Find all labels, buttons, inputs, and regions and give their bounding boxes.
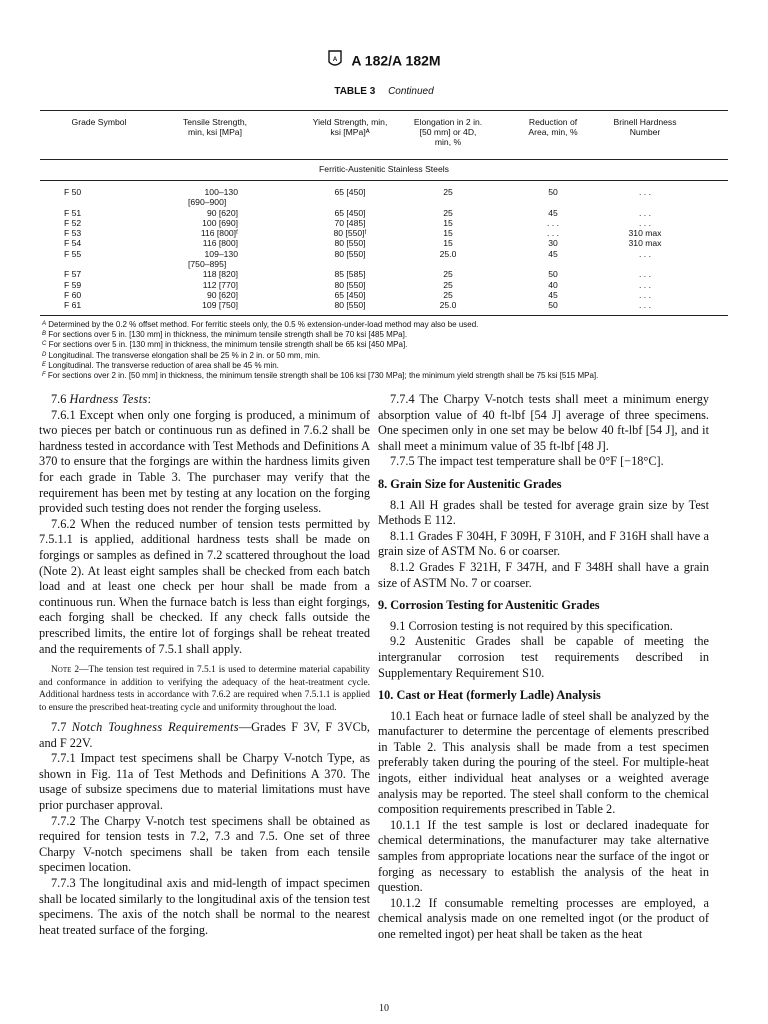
grade-cell: F 55 <box>64 248 82 259</box>
table-footnote <box>40 351 728 361</box>
astm-logo-icon <box>327 50 343 71</box>
table-header <box>40 117 728 159</box>
reduction-cell: 45 <box>548 207 558 218</box>
section-7-7-3: 7.7.3 The longitudinal axis and mid-length of impact specimen shall be located similarly to the longitudinal axis of the tension test specimens. The axis of the notch shall be normal to the nearest heat treated surface of the forging. <box>39 876 370 937</box>
col-header-reduction: Reduction of Area, min, % <box>528 117 578 137</box>
table-row <box>40 197 728 207</box>
grade-cell: F 50 <box>64 187 82 197</box>
tensile-cell: 109 [750] <box>202 300 238 311</box>
grade-cell: F 51 <box>64 207 82 218</box>
tensile-cell: 109–130 <box>204 248 238 259</box>
yield-cell: 85 [585] <box>334 269 366 280</box>
grade-cell: F 54 <box>64 238 82 249</box>
table-status: Continued <box>388 86 434 97</box>
tensile-cell: [690–900] <box>188 197 227 208</box>
note-2: Note 2—The tension test required in 7.5.1 is used to determine material capability and conformance in addition to verifying the adequacy of the heat-treatment cycle. Additional hardness tests in accordance with 7.6.2 are required when 7.5.1.1 is applied to ensure the prescribed heat-treating cycle and uniformity throughout the load. <box>39 665 370 713</box>
table-bottom-rule <box>40 315 728 316</box>
table-row <box>40 228 728 238</box>
elongation-cell: 15 <box>443 217 453 228</box>
page-header <box>0 50 768 71</box>
right-column <box>378 392 709 992</box>
footnote-text: For sections over 5 in. [130 mm] in thickness, the minimum tensile strength shall be 65 ksi [450 MPa]. <box>48 340 408 350</box>
section-7-6-heading: 7.6 Hardness Tests: <box>51 392 151 406</box>
section-10-1: 10.1 Each heat or furnace ladle of steel shall be analyzed by the manufacturer to determine the percentage of elements prescribed in Table 2. This analysis shall be made from a test specimen preferably taken during the pouring of the steel. For multiple-heat ingots, either individual heat analyses or a weighted average analysis may be reported. The steel shall conform to the chemical composition requirements prescribed in Table 2. <box>378 708 709 817</box>
table-footnote <box>40 371 728 381</box>
section-9-2: 9.2 Austenitic Grades shall be capable of meeting the intergranular corrosion test requirements described in Supplementary Requirement S10. <box>378 634 709 680</box>
grade-cell: F 59 <box>64 279 82 290</box>
col-header-brinell: Brinell Hardness Number <box>613 117 677 137</box>
table-row <box>40 187 728 197</box>
yield-cell: 80 [550] <box>334 248 366 259</box>
section-8-1-2: 8.1.2 Grades F 321H, F 347H, and F 348H shall have a grain size of ASTM No. 7 or coarser. <box>378 559 709 590</box>
section-10-1-1: 10.1.1 If the test sample is lost or declared inadequate for chemical determinations, the manufacturer may take alternative samples from appropriate locations near the surface of the ingot or forging as necessary to establish the analysis of the heat in question. <box>378 817 709 895</box>
tensile-cell: [750–895] <box>188 259 227 270</box>
table-label: TABLE 3 <box>334 86 376 97</box>
section-10-heading: 10. Cast or Heat (formerly Ladle) Analysis <box>378 688 601 703</box>
table-footnote <box>40 361 728 371</box>
section-7-7-1: 7.7.1 Impact test specimens shall be Charpy V-notch Type, as shown in Fig. 11a of Test Methods and Definitions A 370. The usage of subsize specimens due to material limitations must have prior purchaser approval. <box>39 751 370 813</box>
table-row <box>40 249 728 259</box>
brinell-cell: . . . <box>639 217 651 228</box>
tensile-cell: 90 [620] <box>206 289 238 300</box>
yield-cell: 80 [550]ᶠ <box>333 228 367 239</box>
brinell-cell: . . . <box>639 187 651 197</box>
col-header-elongation: Elongation in 2 in. [50 mm] or 4D, min, % <box>413 117 483 147</box>
brinell-cell: . . . <box>639 289 651 300</box>
yield-cell: 65 [450] <box>334 187 366 197</box>
table-footnote <box>40 320 728 330</box>
footnote-mark: D <box>42 351 47 358</box>
reduction-cell: 45 <box>548 248 558 259</box>
brinell-cell: . . . <box>639 207 651 218</box>
grade-cell: F 61 <box>64 300 82 311</box>
col-header-tensile: Tensile Strength, min, ksi [MPa] <box>182 117 247 137</box>
reduction-cell: 50 <box>548 269 558 280</box>
footnote-mark: F <box>42 372 46 379</box>
standard-designation: A 182/A 182M <box>351 52 441 69</box>
reduction-cell: . . . <box>547 228 559 239</box>
yield-cell: 65 [450] <box>334 207 366 218</box>
brinell-cell: . . . <box>639 269 651 280</box>
section-8-heading: 8. Grain Size for Austenitic Grades <box>378 476 562 491</box>
tensile-cell: 112 [770] <box>202 279 238 290</box>
elongation-cell: 25.0 <box>439 248 457 259</box>
tensile-cell: 100–130 <box>204 187 238 197</box>
table-row <box>40 259 728 269</box>
reduction-cell: 50 <box>548 300 558 311</box>
table-caption <box>0 86 768 97</box>
grade-cell: F 52 <box>64 217 82 228</box>
section-7-7-4: 7.7.4 The Charpy V-notch tests shall meet a minimum energy absorption value of 40 ft-lbf [54 J] average of three specimens. One specimen only in one set may be below 40 ft-lbf [54 J], and it shall meet a minimum value of 35 ft-lbf [48 J]. <box>378 392 709 453</box>
brinell-cell: . . . <box>639 300 651 311</box>
table-row <box>40 280 728 290</box>
grade-cell: F 60 <box>64 289 82 300</box>
reduction-cell: 30 <box>548 238 558 249</box>
table-row <box>40 208 728 218</box>
table-group-label: Ferritic-Austenitic Stainless Steels <box>319 164 449 174</box>
table-group-rule <box>40 180 728 181</box>
table-top-rule <box>40 110 728 111</box>
tensile-cell: 100 [690] <box>202 217 238 228</box>
section-7-6-1: 7.6.1 Except when only one forging is produced, a minimum of two pieces per batch or continuous run as defined in 7.6.2 shall be hardness tested in accordance with Test Methods and Definitions A 370 to ensure that the forgings are within the hardness limits given for each grade in Table 3. The purchaser may verify that the requirement has been met by testing at any location on the forging provided such testing does not render the forging useless. <box>39 407 370 516</box>
section-9-1: 9.1 Corrosion testing is not required by this specification. <box>390 618 673 633</box>
yield-cell: 80 [550] <box>334 279 366 290</box>
table-body <box>40 187 728 315</box>
yield-cell: 80 [550] <box>334 300 366 311</box>
col-header-grade: Grade Symbol <box>71 117 127 127</box>
elongation-cell: 15 <box>443 238 453 249</box>
reduction-cell: 50 <box>548 187 558 197</box>
table-row <box>40 238 728 248</box>
elongation-cell: 25.0 <box>439 300 457 311</box>
footnote-mark: E <box>42 361 47 368</box>
yield-cell: 65 [450] <box>334 289 366 300</box>
table-footnotes <box>40 320 728 381</box>
tensile-cell: 116 [800]ᶠ <box>200 228 238 239</box>
brinell-cell: 310 max <box>628 228 662 239</box>
reduction-cell: . . . <box>547 217 559 228</box>
page-number: 10 <box>379 1003 389 1014</box>
table-row <box>40 269 728 279</box>
section-9-heading: 9. Corrosion Testing for Austenitic Grades <box>378 598 600 613</box>
svg-text:A: A <box>333 57 338 63</box>
elongation-cell: 25 <box>443 289 453 300</box>
footnote-text: Longitudinal. The transverse elongation shall be 25 % in 2 in. or 50 mm, min. <box>48 350 321 360</box>
properties-table <box>40 110 728 381</box>
yield-cell: 70 [485] <box>334 217 366 228</box>
footnote-text: Determined by the 0.2 % offset method. For ferritic steels only, the 0.5 % extension-under-load method may also be used. <box>48 320 479 329</box>
yield-cell: 80 [550] <box>334 238 366 249</box>
reduction-cell: 40 <box>548 279 558 290</box>
col-header-yield: Yield Strength, min, ksi [MPa]ᴬ <box>312 117 388 137</box>
elongation-cell: 25 <box>443 269 453 280</box>
footnote-text: For sections over 2 in. [50 mm] in thickness, the minimum tensile strength shall be 106 ksi [730 MPa]; the minimum yield strength shall be 75 ksi [515 MPa]. <box>47 371 599 381</box>
grade-cell: F 53 <box>64 228 82 239</box>
table-row <box>40 218 728 228</box>
brinell-cell: 310 max <box>628 238 662 249</box>
brinell-cell: . . . <box>639 248 651 259</box>
elongation-cell: 25 <box>443 207 453 218</box>
elongation-cell: 15 <box>443 228 453 239</box>
tensile-cell: 90 [620] <box>206 207 238 218</box>
footnote-mark: A <box>42 321 47 327</box>
table-footnote <box>40 340 728 350</box>
left-column <box>39 392 370 992</box>
section-8-1-1: 8.1.1 Grades F 304H, F 309H, F 310H, and F 316H shall have a grain size of ASTM No. 6 or coarser. <box>378 528 709 559</box>
section-7-7-2: 7.7.2 The Charpy V-notch test specimens shall be obtained as required for tension tests in 7.2, 7.3 and 7.5. One set of three Charpy V-notch specimens shall be taken from each tensile specimen location. <box>39 813 370 875</box>
footnote-mark: C <box>42 341 47 348</box>
footnote-mark: B <box>42 331 47 338</box>
elongation-cell: 25 <box>443 279 453 290</box>
section-7-6-2: 7.6.2 When the reduced number of tension tests permitted by 7.5.1.1 is applied, additional hardness tests shall be made on forgings or samples as defined in 7.2 scattered throughout the load (Note 2). At least eight samples shall be checked from each batch load and at least one check per hour shall be made from a continuous run. When the furnace batch is less than eight forgings, each forging shall be checked. If any check falls outside the prescribed limits, the entire lot of forgings shall be reheat treated and the requirements of 7.5.1 shall apply. <box>39 516 370 656</box>
table-row <box>40 300 728 310</box>
reduction-cell: 45 <box>548 289 558 300</box>
footnote-text: Longitudinal. The transverse reduction of area shall be 45 % min. <box>48 360 279 370</box>
tensile-cell: 116 [800] <box>202 238 238 249</box>
table-row <box>40 290 728 300</box>
section-7-7-5: 7.7.5 The impact test temperature shall be 0°F [−18°C]. <box>390 454 664 469</box>
elongation-cell: 25 <box>443 187 453 197</box>
brinell-cell: . . . <box>639 279 651 290</box>
section-7-7-heading: 7.7 Notch Toughness Requirements—Grades F 3V, F 3VCb, and F 22V. <box>39 720 371 750</box>
section-10-1-2: 10.1.2 If consumable remelting processes are employed, a chemical analysis made on one remelted ingot (or the product of one remelted ingot) per heat shall be taken as the heat <box>378 895 709 941</box>
section-8-1: 8.1 All H grades shall be tested for average grain size by Test Methods E 112. <box>378 497 709 528</box>
grade-cell: F 57 <box>64 269 82 280</box>
footnote-text: For sections over 5 in. [130 mm] in thickness, the minimum tensile strength shall be 70 ksi [485 MPa]. <box>48 330 408 340</box>
table-footnote <box>40 330 728 340</box>
tensile-cell: 118 [820] <box>202 269 238 280</box>
